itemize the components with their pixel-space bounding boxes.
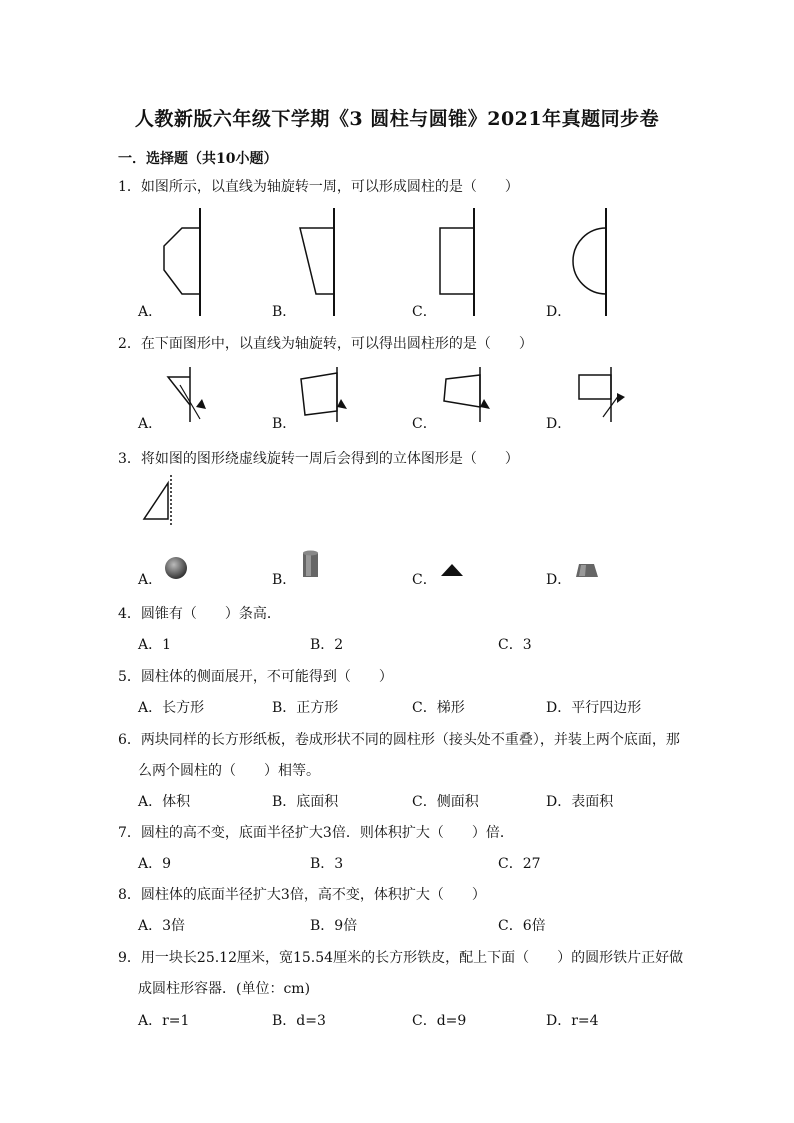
- question-4: 4．圆锥有（ ）条高．: [118, 606, 281, 622]
- question-6-line-1: 6．两块同样的长方形纸板，卷成形状不同的圆柱形（接头处不重叠），并装上两个底面，那: [118, 732, 680, 748]
- q5-option-d[interactable]: D．平行四边形: [546, 700, 642, 716]
- q1-figure-a: [160, 208, 210, 318]
- q2-option-b[interactable]: B．: [272, 416, 297, 432]
- question-9-line-1: 9．用一块长25.12厘米，宽15.54厘米的长方形铁皮，配上下面（ ）的圆形铁片正好做: [118, 950, 684, 966]
- q2-option-a[interactable]: A．: [138, 416, 163, 432]
- q5-option-c[interactable]: C．梯形: [412, 700, 465, 716]
- q8-option-b[interactable]: B．9倍: [310, 918, 358, 934]
- q1-option-d[interactable]: D．: [546, 304, 572, 320]
- q9-option-a[interactable]: A．r=1: [138, 1013, 190, 1029]
- q9-option-d[interactable]: D．r=4: [546, 1013, 599, 1029]
- q5-option-a[interactable]: A．长方形: [138, 700, 205, 716]
- question-8: 8．圆柱体的底面半径扩大3倍，高不变，体积扩大（ ）: [118, 887, 486, 903]
- q9-option-c[interactable]: C．d=9: [412, 1013, 467, 1029]
- q4-option-b[interactable]: B．2: [310, 637, 344, 653]
- q8-option-c[interactable]: C．6倍: [498, 918, 546, 934]
- q9-option-b[interactable]: B．d=3: [272, 1013, 326, 1029]
- q4-option-a[interactable]: A．1: [138, 637, 172, 653]
- question-5: 5．圆柱体的侧面展开，不可能得到（ ）: [118, 669, 393, 685]
- section-heading: 一．选择题（共10小题）: [118, 151, 278, 167]
- q3-figure: [140, 475, 180, 527]
- q6-option-d[interactable]: D．表面积: [546, 794, 614, 810]
- q1-figure-d: [566, 208, 616, 318]
- q1-figure-c: [434, 208, 484, 318]
- q3-option-b[interactable]: B．: [272, 572, 297, 588]
- q6-option-b[interactable]: B．底面积: [272, 794, 339, 810]
- q2-figure-d: [575, 367, 635, 427]
- q7-option-a[interactable]: A．9: [138, 856, 172, 872]
- q3-option-d[interactable]: D．: [546, 572, 572, 588]
- question-7: 7．圆柱的高不变，底面半径扩大3倍．则体积扩大（ ）倍．: [118, 825, 514, 841]
- question-1: 1．如图所示，以直线为轴旋转一周，可以形成圆柱的是（ ）: [118, 179, 519, 195]
- q5-option-b[interactable]: B．正方形: [272, 700, 339, 716]
- q2-option-c[interactable]: C．: [412, 416, 437, 432]
- q7-option-c[interactable]: C．27: [498, 856, 541, 872]
- question-6-line-2: 么两个圆柱的（ ）相等。: [138, 763, 320, 779]
- q8-option-a[interactable]: A．3倍: [138, 918, 186, 934]
- q6-option-c[interactable]: C．侧面积: [412, 794, 479, 810]
- q3-option-a[interactable]: A．: [138, 572, 163, 588]
- q3-option-c[interactable]: C．: [412, 572, 437, 588]
- q1-figure-b: [294, 208, 344, 318]
- q7-option-b[interactable]: B．3: [310, 856, 344, 872]
- q2-figure-b: [297, 367, 357, 427]
- q2-figure-c: [440, 367, 500, 427]
- q4-option-c[interactable]: C．3: [498, 637, 532, 653]
- q2-option-d[interactable]: D．: [546, 416, 572, 432]
- question-3: 3．将如图的图形绕虚线旋转一周后会得到的立体图形是（ ）: [118, 451, 519, 467]
- q3-sphere-icon: [164, 556, 188, 580]
- question-2: 2．在下面图形中，以直线为轴旋转，可以得出圆柱形的是（ ）: [118, 336, 533, 352]
- q1-option-c[interactable]: C．: [412, 304, 437, 320]
- q2-figure-a: [162, 367, 212, 427]
- page-title: 人教新版六年级下学期《3 圆柱与圆锥》2021年真题同步卷: [134, 108, 660, 130]
- q1-option-a[interactable]: A．: [138, 304, 163, 320]
- q1-option-b[interactable]: B．: [272, 304, 297, 320]
- question-9-line-2: 成圆柱形容器．(单位：cm): [138, 981, 311, 997]
- q3-frustum-icon: [574, 561, 600, 579]
- q6-option-a[interactable]: A．体积: [138, 794, 191, 810]
- q3-cylinder-icon: [300, 550, 322, 580]
- q3-cone-icon: [440, 563, 464, 579]
